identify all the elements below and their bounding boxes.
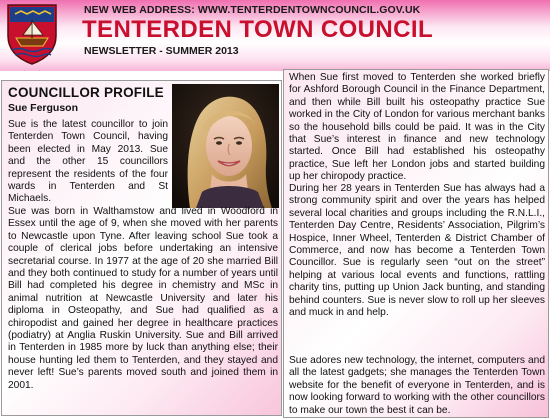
councillor-portrait-photo: [172, 84, 279, 208]
profile-biography-paragraph: Sue was born in Walthamstow and lived in Woodford in Essex until the age of 9, when she moved with her parents to Newcastle upon Tyne. After leaving school Sue took a couple of clerical jobs before undertaking an intensive secretarial course. In 1977 at the age of 20 she married Bill and they both continued to study for a number of years until Bill had completed his degree in chemistry and MSc in animal nutrition at Newcastle University and later his diploma in Osteopathy, and Sue had qualified as a chiropodist and gained her degree in healthcare practices (podiatry) at Anglia Ruskin University. Sue and Bill arrived in Tenterden in 1985 more by luck than anything else; their house hunting led them to Tenterden, and they stayed and never left! Sue’s parents moved south and joined them in 2001.: [8, 206, 278, 391]
profile-community-paragraph: During her 28 years in Tenterden Sue has always had a strong community spirit and over the years has helped several local charities and groups including the R.N.L.I., Tenterden Day Centre, Residents’ Association, Pilgrim’s Hospice, Inner Wheel, Tenterden & District Chamber of Commerce, and now has become a Tenterden Town Councillor. Sue is regularly seen “out on the street” helping at various local events and functions, rattling charity tins, putting up Union Jack bunting, and standing behind counters. Sue is never slow to roll up her sleeves and muck in and help.: [289, 183, 545, 319]
profile-right-panel: [283, 69, 549, 418]
profile-heading: COUNCILLOR PROFILE: [8, 85, 164, 100]
profile-left-panel: [1, 80, 282, 416]
newsletter-header: [0, 0, 550, 71]
profile-career-paragraph: When Sue first moved to Tenterden she worked briefly for Ashford Borough Council in the Finance Department, and then while Bill built his osteopathy practice Sue worked in the City of London for various merchant banks so the household bills could be paid. It was in the City that Sue’s interest in finance and new technology started. Once Bill had established his osteopathy practice, Sue left her London jobs and started building up her chiropody practice.: [289, 72, 545, 183]
web-address: NEW WEB ADDRESS: WWW.TENTERDENTOWNCOUNCIL.GOV.UK: [84, 4, 421, 16]
profile-intro-paragraph: Sue is the latest councillor to join Tenterden Town Council, having been elected in May 2013. Sue and the other 15 councillors represent the residents of the four wards in Tenterden and St Michaels.: [8, 119, 168, 205]
portrait-photo-icon: [172, 84, 279, 208]
town-crest-icon: [5, 2, 59, 66]
council-title: TENTERDEN TOWN COUNCIL: [82, 16, 434, 43]
profile-technology-paragraph: Sue adores new technology, the internet, computers and all the latest gadgets; she manages the Tenterden Town website for the benefit of everyone in Tenterden, and is now looking forward to working with the other councillors to make our town the best it can be.: [289, 355, 545, 416]
councillor-name: Sue Ferguson: [8, 102, 79, 114]
newsletter-edition: NEWSLETTER - SUMMER 2013: [84, 45, 239, 57]
